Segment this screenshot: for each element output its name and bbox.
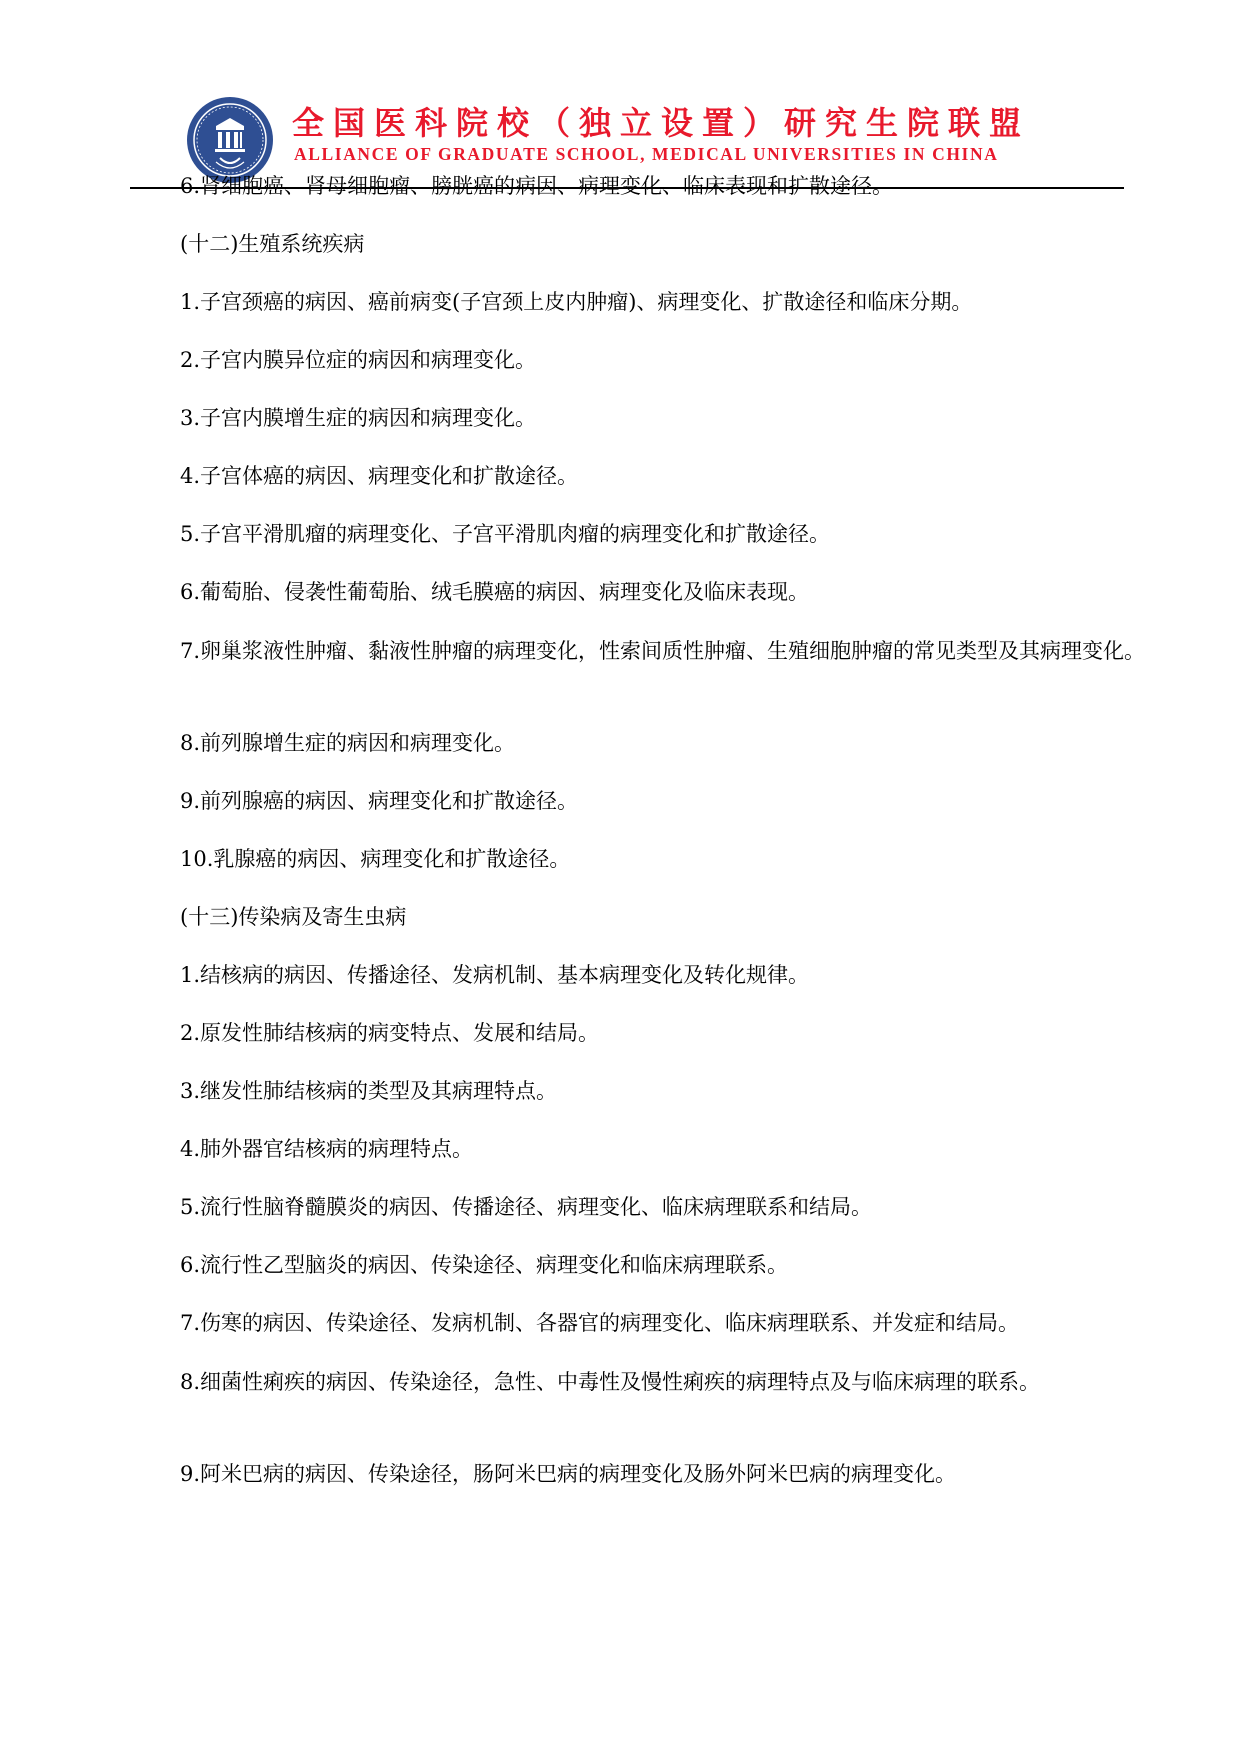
letterhead [0,0,1240,190]
list-item: 7.卵巢浆液性肿瘤、黏液性肿瘤的病理变化，性索间质性肿瘤、生殖细胞肿瘤的常见类型及其病理变化。 [180,639,1146,663]
list-item: 8.细菌性痢疾的病因、传染途径，急性、中毒性及慢性痢疾的病理特点及与临床病理的联系。 [180,1370,1041,1394]
list-item: 4.子宫体癌的病因、病理变化和扩散途径。 [180,464,579,488]
list-item: 2.原发性肺结核病的病变特点、发展和结局。 [180,1021,600,1045]
list-item: 5.子宫平滑肌瘤的病理变化、子宫平滑肌肉瘤的病理变化和扩散途径。 [180,522,831,546]
list-item: 6.葡萄胎、侵袭性葡萄胎、绒毛膜癌的病因、病理变化及临床表现。 [180,580,810,604]
section-heading: (十三)传染病及寄生虫病 [180,905,407,929]
list-item: 6.肾细胞癌、肾母细胞瘤、膀胱癌的病因、病理变化、临床表现和扩散途径。 [180,174,894,198]
alliance-name-english: ALLIANCE OF GRADUATE SCHOOL, MEDICAL UNIVERSITIES IN CHINA [294,144,999,164]
list-item: 7.伤寒的病因、传染途径、发病机制、各器官的病理变化、临床病理联系、并发症和结局。 [180,1311,1020,1335]
list-item: 1.结核病的病因、传播途径、发病机制、基本病理变化及转化规律。 [180,963,810,987]
list-item: 3.继发性肺结核病的类型及其病理特点。 [180,1079,558,1103]
list-item: 9.前列腺癌的病因、病理变化和扩散途径。 [180,789,579,813]
list-item: 2.子宫内膜异位症的病因和病理变化。 [180,348,537,372]
alliance-name-chinese: 全国医科院校（独立设置）研究生院联盟 [292,104,1031,142]
list-item: 4.肺外器官结核病的病理特点。 [180,1137,474,1161]
list-item: 6.流行性乙型脑炎的病因、传染途径、病理变化和临床病理联系。 [180,1253,789,1277]
list-item: 8.前列腺增生症的病因和病理变化。 [180,731,516,755]
list-item: 10.乳腺癌的病因、病理变化和扩散途径。 [180,847,571,871]
list-item: 5.流行性脑脊髓膜炎的病因、传播途径、病理变化、临床病理联系和结局。 [180,1195,873,1219]
section-heading: (十二)生殖系统疾病 [180,232,365,256]
list-item: 3.子宫内膜增生症的病因和病理变化。 [180,406,537,430]
list-item: 1.子宫颈癌的病因、癌前病变(子宫颈上皮内肿瘤)、病理变化、扩散途径和临床分期。 [180,290,973,314]
list-item: 9.阿米巴病的病因、传染途径，肠阿米巴病的病理变化及肠外阿米巴病的病理变化。 [180,1462,957,1486]
